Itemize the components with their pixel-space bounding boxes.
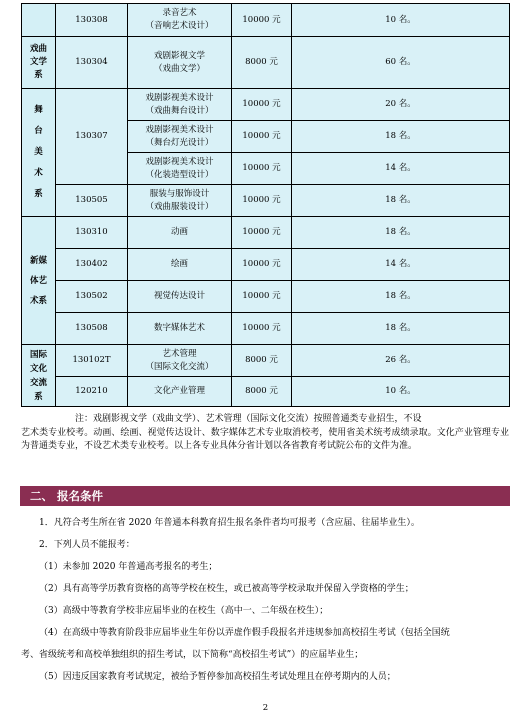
major-cell: 艺术管理 （国际文化交流） [128,345,232,377]
paragraph-6-line2: 考、省级统考和高校单独组织的招生考试，以下简称“高校招生考试”）的应届毕业生； [21,650,364,660]
code-cell: 130308 [56,4,128,37]
table-row [22,249,510,281]
table-row [22,345,510,377]
major-cell: 戏剧影视美术设计 （舞台灯光设计） [128,121,232,153]
table-row [22,37,510,89]
table-row [22,313,510,345]
major-cell: 文化产业管理 [128,377,232,407]
paragraph-7: （5）因违反国家教育考试规定，被给予暂停参加高校招生考试处理且在停考期内的人员； [39,672,396,682]
fee-cell: 10000 元 [232,249,292,281]
paragraph-3: （1）未参加 2020 年普通高考报名的考生； [39,562,218,572]
major-cell: 戏剧影视美术设计 （戏曲舞台设计） [128,89,232,121]
paragraph-2: 2．下列人员不能报考： [39,540,135,550]
quota-cell: 18 名。 [292,121,510,153]
dept-cell-drama-film [22,4,56,37]
quota-cell: 20 名。 [292,89,510,121]
table-row [22,185,510,217]
code-cell: 120210 [56,377,128,407]
quota-cell: 10 名。 [292,377,510,407]
fee-cell: 8000 元 [232,377,292,407]
quota-cell: 18 名。 [292,281,510,313]
table-row [22,217,510,249]
code-cell: 130102T [56,345,128,377]
code-cell: 130307 [56,89,128,185]
fee-cell: 10000 元 [232,121,292,153]
paragraph-1: 1．凡符合考生所在省 2020 年普通本科教育招生报名条件者均可报考（含应届、往届毕业生）。 [39,518,420,528]
quota-cell: 14 名。 [292,249,510,281]
fee-cell: 10000 元 [232,217,292,249]
code-cell: 130310 [56,217,128,249]
quota-cell: 10 名。 [292,4,510,37]
fee-cell: 8000 元 [232,345,292,377]
code-cell: 130505 [56,185,128,217]
quota-cell: 18 名。 [292,313,510,345]
major-cell: 数字媒体艺术 [128,313,232,345]
dept-cell-international: 国际 文化 交流 系 [22,345,56,407]
major-cell: 服装与服饰设计 （戏曲服装设计） [128,185,232,217]
major-cell: 绘画 [128,249,232,281]
page-number: 2 [262,703,269,713]
note-rest: 艺术类专业校考。动画、绘画、视觉传达设计、数字媒体艺术专业取消校考，使用省美术统考成绩录取。文化产业管理专业为普通类专业，不设艺术类专业校考。以上各专业具体分省计划以各省教育考试院公布的文件为准。 [21,427,509,451]
fee-cell: 10000 元 [232,185,292,217]
fee-cell: 10000 元 [232,281,292,313]
major-cell: 戏剧影视文学 （戏曲文学） [128,37,232,89]
fee-cell: 10000 元 [232,313,292,345]
code-cell: 130508 [56,313,128,345]
code-cell: 130502 [56,281,128,313]
major-cell: 戏剧影视美术设计 （化装造型设计） [128,153,232,185]
table-note [21,413,509,454]
quota-cell: 18 名。 [292,217,510,249]
quota-cell: 60 名。 [292,37,510,89]
code-cell: 130402 [56,249,128,281]
quota-cell: 26 名。 [292,345,510,377]
dept-cell-new-media: 新媒 体艺 术系 [22,217,56,345]
quota-cell: 14 名。 [292,153,510,185]
section-heading: 二、 报名条件 [20,486,510,506]
fee-cell: 10000 元 [232,89,292,121]
major-cell: 视觉传达设计 [128,281,232,313]
note-first-line: 注：戏剧影视文学（戏曲文学）、艺术管理（国际文化交流）按照普通类专业招生，不设 [75,414,422,424]
table-row [22,4,510,37]
dept-cell-stage-art: 舞 台 美 术 系 [22,89,56,217]
table-row [22,377,510,407]
major-cell: 动画 [128,217,232,249]
dept-cell-opera-literature: 戏曲 文学 系 [22,37,56,89]
major-cell: 录音艺术 （音响艺术设计） [128,4,232,37]
paragraph-5: （3）高级中等教育学校非应届毕业的在校生（高中一、二年级在校生）； [39,606,329,616]
fee-cell: 10000 元 [232,153,292,185]
table-row [22,281,510,313]
table-row [22,89,510,121]
code-cell: 130304 [56,37,128,89]
fee-cell: 10000 元 [232,4,292,37]
paragraph-4: （2）具有高等学历教育资格的高等学校在校生，或已被高等学校录取并保留入学资格的学生； [39,584,414,594]
fee-cell: 8000 元 [232,37,292,89]
paragraph-6-line1: （4）在高级中等教育阶段非应届毕业生年份以弄虚作假手段报名并违规参加高校招生考试（包括全国统 [39,628,450,638]
quota-cell: 18 名。 [292,185,510,217]
majors-table [21,3,510,407]
